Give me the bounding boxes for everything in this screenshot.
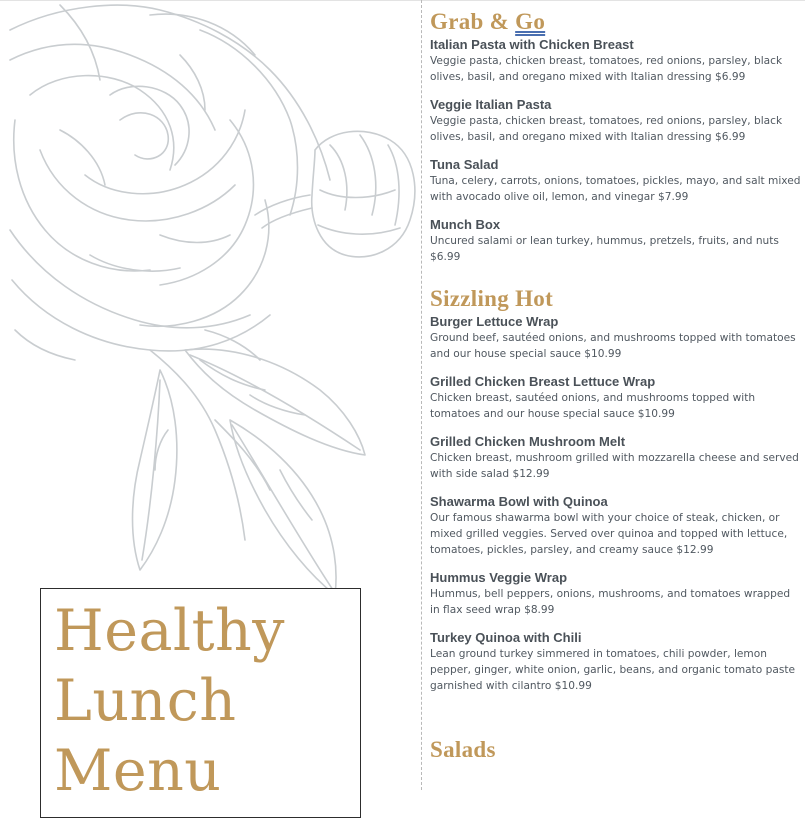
menu-item: [430, 629, 802, 694]
title-line-3: Menu: [54, 738, 222, 804]
item-description: Lean ground turkey simmered in tomatoes, chili powder, lemon pepper, ginger, white onion, garlic, beans, and organic tomato paste garnished with cilantro $10.99: [430, 648, 796, 692]
menu-item: [430, 156, 802, 205]
item-name: Shawarma Bowl with Quinoa: [430, 494, 608, 509]
menu-column: [430, 8, 802, 764]
item-description: Uncured salami or lean turkey, hummus, pretzels, fruits, and nuts $6.99: [430, 235, 779, 263]
item-name: Grilled Chicken Breast Lettuce Wrap: [430, 374, 656, 389]
item-description: Chicken breast, mushroom grilled with mozzarella cheese and served with side salad $12.99: [430, 452, 799, 480]
item-name: Munch Box: [430, 217, 501, 232]
menu-item: [430, 373, 802, 422]
item-description: Veggie pasta, chicken breast, tomatoes, red onions, parsley, black olives, basil, and oregano mixed with Italian dressing $6.99: [430, 115, 783, 143]
peony-line-art-icon: [0, 0, 425, 600]
menu-item: [430, 216, 802, 265]
section-grab-and-go: [430, 8, 802, 265]
item-name: Turkey Quinoa with Chili: [430, 630, 582, 645]
item-name: Burger Lettuce Wrap: [430, 314, 559, 329]
menu-item: [430, 313, 802, 362]
item-name: Grilled Chicken Mushroom Melt: [430, 434, 626, 449]
item-description: Veggie pasta, chicken breast, tomatoes, red onions, parsley, black olives, basil, and oregano mixed with Italian dressing $6.99: [430, 55, 783, 83]
item-description: Hummus, bell peppers, onions, mushrooms, and tomatoes wrapped in flax seed wrap $8.99: [430, 588, 791, 616]
section-sizzling-hot: [430, 285, 802, 694]
section-salads: [430, 736, 802, 764]
menu-item: [430, 493, 802, 558]
menu-item: [430, 569, 802, 618]
menu-item: [430, 433, 802, 482]
item-description: Ground beef, sautéed onions, and mushrooms topped with tomatoes and our house special sauce $10.99: [430, 332, 796, 360]
section-title: Grab & Go: [430, 9, 546, 34]
title-line-1: Healthy: [54, 598, 285, 664]
section-title: Salads: [430, 737, 496, 762]
item-description: Tuna, celery, carrots, onions, tomatoes, pickles, mayo, and salt mixed with avocado olive oil, lemon, and vinegar $7.99: [430, 175, 801, 203]
item-description: Chicken breast, sautéed onions, and mushrooms topped with tomatoes and our house special sauce $10.99: [430, 392, 756, 420]
section-title: Sizzling Hot: [430, 286, 554, 311]
menu-item: [430, 96, 802, 145]
menu-item: [430, 36, 802, 85]
column-divider: [421, 0, 422, 790]
menu-title-box: [40, 588, 361, 818]
item-name: Veggie Italian Pasta: [430, 97, 552, 112]
section-title-underlined-word: Go: [515, 9, 546, 34]
item-name: Tuna Salad: [430, 157, 499, 172]
title-line-2: Lunch: [54, 668, 237, 734]
item-name: Italian Pasta with Chicken Breast: [430, 37, 634, 52]
item-name: Hummus Veggie Wrap: [430, 570, 568, 585]
item-description: Our famous shawarma bowl with your choice of steak, chicken, or mixed grilled veggies. Served over quinoa and topped with lettuce, tomatoes, pickles, parsley, and creamy sauce $12.99: [430, 512, 788, 556]
